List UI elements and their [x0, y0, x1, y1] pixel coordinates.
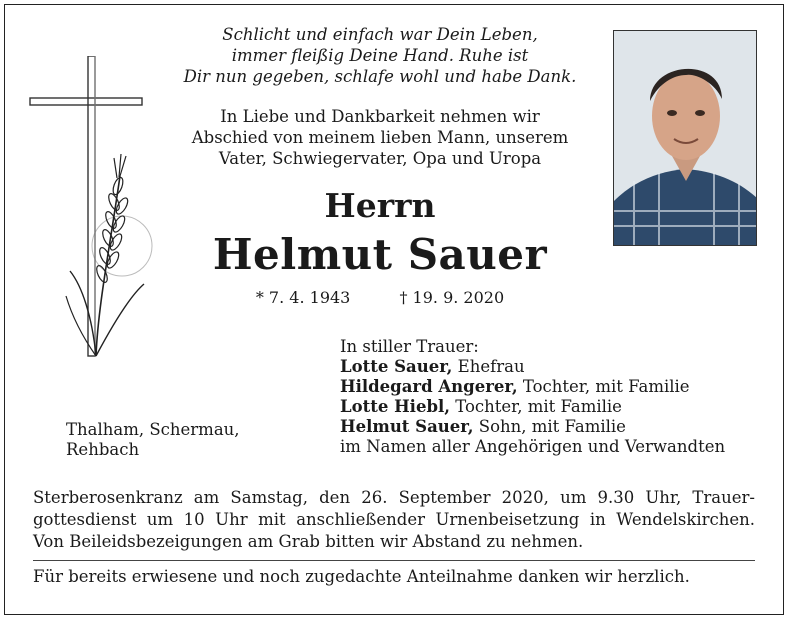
- notice-line: Sterberosenkranz am Samstag, den 26. September 2020, um 9.30 Uhr, Trauer-: [33, 488, 755, 507]
- mourning-heading: In stiller Trauer:: [340, 337, 479, 356]
- mourner-name: Lotte Sauer,: [340, 357, 453, 376]
- intro-line: Abschied von meinem lieben Mann, unserem: [191, 128, 569, 147]
- thanks-text: Für bereits erwiesene und noch zugedachte Anteilnahme danken wir herzlich.: [33, 567, 690, 586]
- portrait-photo: [613, 30, 757, 246]
- mourner-relation: Sohn, mit Familie: [473, 417, 626, 436]
- intro-line: Vater, Schwiegervater, Opa und Uropa: [218, 149, 542, 168]
- intro-line: In Liebe und Dankbarkeit nehmen wir: [220, 107, 540, 126]
- deceased-name: Helmut Sauer: [212, 230, 548, 279]
- mourners-closing: im Namen aller Angehörigen und Verwandten: [340, 437, 726, 456]
- cross-with-wheat-icon: [22, 56, 157, 366]
- list-item: [340, 417, 725, 437]
- list-item: [340, 397, 725, 417]
- place-line: Rehbach: [66, 440, 140, 459]
- poem: [150, 24, 610, 87]
- poem-line: Schlicht und einfach war Dein Leben,: [222, 25, 538, 44]
- funeral-notice: [33, 487, 755, 553]
- birth-date: * 7. 4. 1943: [255, 288, 351, 307]
- list-item: [340, 377, 725, 397]
- salutation: Herrn: [324, 186, 436, 225]
- intro-text: [150, 106, 610, 169]
- death-date: † 19. 9. 2020: [399, 288, 505, 307]
- mourner-relation: Tochter, mit Familie: [517, 377, 690, 396]
- notice-line: gottesdienst um 10 Uhr mit anschließender Urnenbeisetzung in Wendelskirchen.: [33, 510, 755, 529]
- divider: [33, 560, 755, 561]
- notice-line: Von Beileidsbezeigungen am Grab bitten wir Abstand zu nehmen.: [33, 532, 584, 551]
- mourner-name: Lotte Hiebl,: [340, 397, 450, 416]
- mourner-name: Hildegard Angerer,: [340, 377, 518, 396]
- place: [66, 420, 240, 460]
- mourner-relation: Tochter, mit Familie: [450, 397, 622, 416]
- mourner-relation: Ehefrau: [452, 357, 525, 376]
- poem-line: Dir nun gegeben, schlafe wohl und habe Dank.: [183, 67, 577, 86]
- poem-line: immer fleißig Deine Hand. Ruhe ist: [231, 46, 529, 65]
- place-line: Thalham, Schermau,: [66, 420, 240, 439]
- mourners-list: [340, 337, 725, 457]
- mourner-name: Helmut Sauer,: [340, 417, 474, 436]
- life-dates: [150, 288, 610, 307]
- list-item: [340, 357, 725, 377]
- portrait-icon: [614, 31, 757, 246]
